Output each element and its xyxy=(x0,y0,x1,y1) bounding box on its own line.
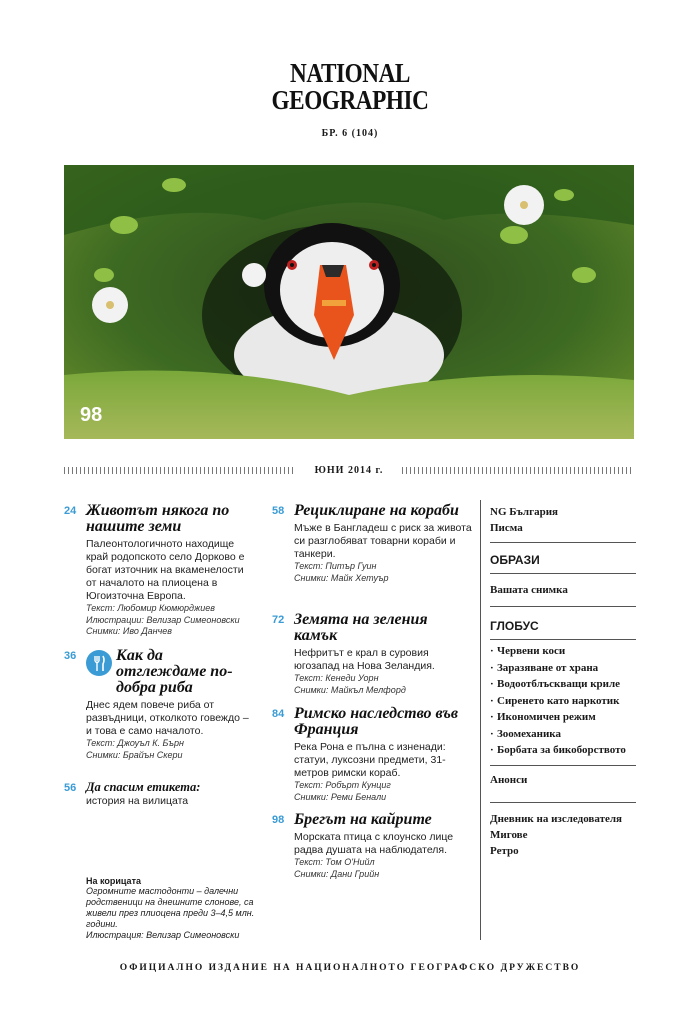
footer-tagline: ОФИЦИАЛНО ИЗДАНИЕ НА НАЦИОНАЛНОТО ГЕОГРАФСКО ДРУЖЕСТВО xyxy=(119,963,581,973)
article-description: Мъже в Бангладеш с риск за живота си разглобяват товарни кораби и танкери. xyxy=(294,522,472,560)
article-credit: Илюстрации: Велизар Симеоновски xyxy=(86,614,240,625)
article-page: 58 xyxy=(272,505,285,517)
article-title[interactable]: Животът някога по нашите земи xyxy=(86,502,230,535)
article-credit: Текст: Джоуъл К. Бърн xyxy=(86,738,184,748)
article-description: Палеонтологичното находище край родопското село Дорково е богат източник на вкаменелости от началото на плиоцена в Югоизточна Европа. xyxy=(86,538,245,602)
article-title[interactable]: Да спасим етикета: xyxy=(86,780,201,794)
sidebar-rule xyxy=(490,542,636,543)
issue-number: БР. 6 (104) xyxy=(321,128,379,139)
sidebar-item[interactable]: Ретро xyxy=(490,844,519,857)
section-heading-obrazi: ОБРАЗИ xyxy=(490,553,540,567)
cover-text: Огромните мастодонти – далечни родственици на днешните слонове, са живели през плиоцена преди 3–4,5 млн. години. xyxy=(86,886,255,929)
issue-date: ЮНИ 2014 г. xyxy=(314,465,384,476)
article-page: 36 xyxy=(64,650,77,662)
article-title[interactable]: Рециклиране на кораби xyxy=(294,502,459,519)
article-page: 24 xyxy=(64,505,77,517)
article-title[interactable]: Римско наследство във Франция xyxy=(294,705,459,738)
column-divider xyxy=(480,500,481,940)
article-credit: Текст: Кенеди Уорн xyxy=(294,673,379,683)
article-description: Днес ядем повече риба от развъдници, отколкото говеждо – и това е само началото. xyxy=(86,699,249,737)
hero-photo[interactable] xyxy=(64,165,634,439)
sidebar-rule xyxy=(490,573,636,574)
article-credit: Текст: Робърт Кунциг xyxy=(294,780,391,790)
article-credit: Снимки: Брайън Скери xyxy=(86,749,183,760)
article-credit: Текст: Том О'Нийл xyxy=(294,857,375,867)
hero-page-number: 98 xyxy=(80,404,103,426)
puffin-image xyxy=(64,165,634,439)
article-credit: Снимки: Майкъл Мелфорд xyxy=(294,684,406,695)
article-credit: Текст: Питър Гуин xyxy=(294,561,377,571)
hatch-rule-left xyxy=(64,467,296,474)
sidebar-rule xyxy=(490,765,636,766)
article-entry[interactable] xyxy=(272,706,472,803)
article-title[interactable]: Земята на зеления камък xyxy=(294,611,428,644)
cover-credit: Илюстрация: Велизар Симеоновски xyxy=(86,930,240,940)
cover-note xyxy=(86,876,256,941)
sidebar-item[interactable]: Вашата снимка xyxy=(490,584,568,596)
logo-line-2: GEOGRAPHIC xyxy=(271,85,429,115)
sidebar-rule xyxy=(490,639,636,640)
article-description: история на вилицата xyxy=(86,795,189,807)
sidebar-rule xyxy=(490,802,636,803)
sidebar-sections xyxy=(490,504,636,859)
sidebar-item[interactable]: Анонси xyxy=(490,773,528,786)
globus-item[interactable]: · Заразяване от храна xyxy=(490,660,636,677)
article-description: Река Рона е пълна с изненади: статуи, луксозни предмети, 31-метров римски кораб. xyxy=(294,741,446,779)
sidebar-item[interactable]: NG България xyxy=(490,506,559,518)
cover-heading: На корицата xyxy=(86,876,141,886)
logo-line-1: NATIONAL xyxy=(290,58,410,88)
article-title[interactable]: Как да отглеждаме по-добра риба xyxy=(116,647,233,696)
article-entry[interactable] xyxy=(272,812,472,880)
globus-item[interactable]: · Зоомеханика xyxy=(490,726,636,743)
article-page: 84 xyxy=(272,708,285,720)
article-description: Морската птица с клоунско лице радва душата на наблюдателя. xyxy=(294,831,454,856)
article-credit: Снимки: Иво Данчев xyxy=(86,626,172,636)
section-heading-globus: ГЛОБУС xyxy=(490,619,539,633)
article-entry[interactable] xyxy=(272,503,472,584)
article-credit: Снимки: Реми Бенали xyxy=(294,791,387,802)
magazine-logo xyxy=(0,60,700,114)
sidebar-item[interactable]: Писма xyxy=(490,522,523,534)
globus-item[interactable]: · Икономичен режим xyxy=(490,709,636,726)
globus-item[interactable]: · Водоотблъскващи криле xyxy=(490,676,636,693)
article-credit: Текст: Любомир Кюмюрджиев xyxy=(86,603,215,613)
globus-item[interactable]: · Сиренето като наркотик xyxy=(490,693,636,710)
article-credit: Снимки: Дани Грийн xyxy=(294,868,380,879)
article-title[interactable]: Брегът на кайрите xyxy=(294,811,432,828)
sidebar-item[interactable]: Мигове xyxy=(490,828,528,841)
globus-item[interactable]: · Червени коси xyxy=(490,643,636,660)
article-entry[interactable] xyxy=(272,612,472,696)
sidebar-item[interactable]: Дневник на изследователя xyxy=(490,812,622,825)
date-divider xyxy=(64,466,634,476)
article-credit: Снимки: Майк Хетуър xyxy=(294,572,389,583)
article-description: Нефритът е крал в суровия югозапад на Нова Зеландия. xyxy=(294,647,435,672)
hatch-rule-right xyxy=(402,467,634,474)
article-page: 72 xyxy=(272,614,285,626)
article-entry[interactable] xyxy=(64,503,254,638)
globus-item[interactable]: · Борбата за бикоборството xyxy=(490,742,636,759)
article-page: 98 xyxy=(272,814,285,826)
article-entry[interactable] xyxy=(64,780,254,808)
sidebar-rule xyxy=(490,606,636,607)
article-page: 56 xyxy=(64,782,77,794)
article-entry[interactable] xyxy=(64,648,254,761)
